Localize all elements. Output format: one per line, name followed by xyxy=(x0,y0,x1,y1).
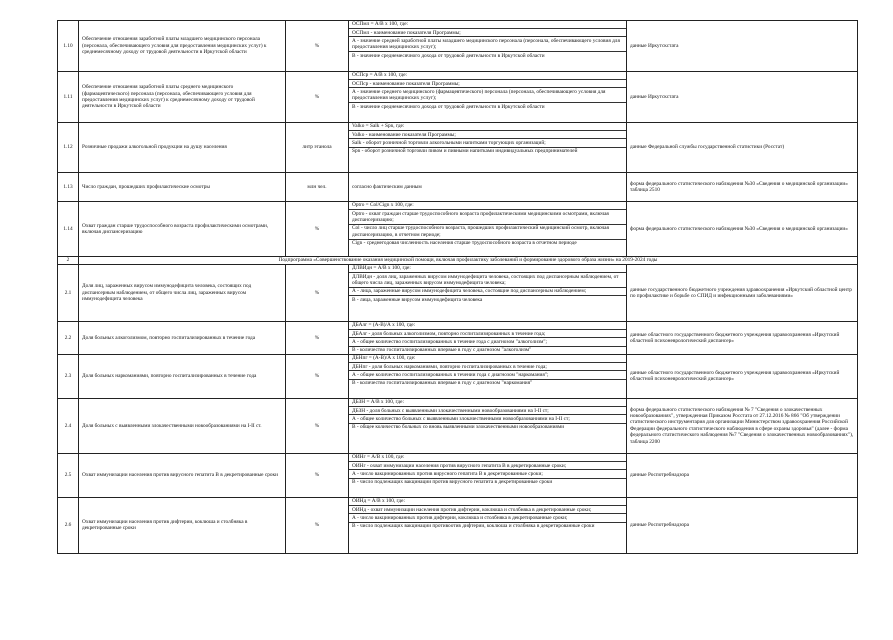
section-title: Подпрограмма «Совершенствование оказания медицинской помощи, включая профилактику заболеваний и формирование здорового образа жизни» на 2019-2024 годы xyxy=(79,257,858,265)
data-source: данные Роспотребнадзора xyxy=(627,453,858,497)
formula-line: ДБЗН - доля больных с выявленными злокачественными новообразованиями на I-II ст; xyxy=(349,407,626,415)
table-row xyxy=(58,173,858,202)
formula-line: ОСПмл - наименование показателя Программы; xyxy=(349,29,626,37)
unit-of-measure: % xyxy=(286,21,349,72)
formula-line: Spn - оборот розничной торговли пивом и пивными напитками индивидуальных предпринимателей xyxy=(352,148,578,155)
formula-line: А - общее количество госпитализированных в течении года с диагнозом "наркомания"; xyxy=(349,371,626,379)
formula-line: ОСПср = А/В х 100, где: xyxy=(349,72,626,80)
formula-line: В - число подлежащих вакцинации противоотив дифтерии, коклюша и столбняка в декретированные сроки xyxy=(352,523,595,530)
row-number: 1.11 xyxy=(58,72,79,123)
calculation-formula xyxy=(349,453,627,497)
calculation-formula xyxy=(349,202,627,257)
calculation-formula xyxy=(349,322,627,355)
data-source: форма федерального статистического наблюдения №30 «Сведения о медицинской организации» xyxy=(627,202,858,257)
section-number: 2 xyxy=(58,257,79,265)
formula-line: ДЛВИдн - доля лиц, зараженных вирусом иммунодефицита человека, состоящих под диспансерным наблюдением, от общего числа лиц, зараженных вирусом иммунодефицита человека; xyxy=(349,273,626,288)
table-row xyxy=(58,497,858,553)
row-number: 1.12 xyxy=(58,123,79,173)
table-row xyxy=(58,453,858,497)
indicator-name: Доля лиц, зараженных вирусом иммунодефицита человека, состоящих под диспансерным наблюдением, от общего числа лиц, зараженных вирусом иммунодефицита человека xyxy=(79,265,286,322)
unit-of-measure: литр этанола xyxy=(286,123,349,173)
formula-line: Optro - охват граждан старше трудоспособного возраста профилактическими медицинскими осмотрами, включая диспансеризацию; xyxy=(349,210,626,225)
formula-line: А - общее количество больных с выявленными злокачественными новообразованиями на I-II ст; xyxy=(349,415,626,423)
formula-line: В - число подлежащих вакцинации против вирусного гепатита в декретированные сроки xyxy=(352,479,553,486)
formula-line: ОИНд = А/В х 100, где: xyxy=(349,498,626,506)
formula-line: ДБЗН = А/В х 100, где: xyxy=(349,399,626,407)
data-source: данные Иркутскстата xyxy=(627,72,858,123)
calculation-formula: согласно фактическим данным xyxy=(349,173,627,202)
formula-line: А - значение среднего медицинского (фармацевтического) персонала (персонала, обеспечивающего условия для предоставления медицинских услуг); xyxy=(349,88,626,103)
formula-line: А - число вакцинированных против вирусного гепатита В в декретированные сроки; xyxy=(349,470,626,478)
indicator-name: Обеспечение отношения заработной платы среднего медицинского (фармацевтического) персонала (персонала, обеспечивающего условия для предоставления медицинских услуг) к среднемесячному доходу от трудовой деятельности в Иркутской области xyxy=(79,72,286,123)
formula-line: А - лица, зараженные вирусом иммунодефицита человека, состоящие под диспансерным наблюдением; xyxy=(349,288,626,296)
formula-line: А - значение средней заработной платы младшего медицинского персонала (персонала, обеспечивающего условия для предоставления медицинских услуг); xyxy=(349,37,626,52)
indicator-name: Охват иммунизации населения против дифтерии, коклюша и столбняка в декретированные сроки xyxy=(79,497,286,553)
formula-line: ОИНд - охват иммунизации населения против дифтерии, коклюша и столбняка в декретированные сроки; xyxy=(349,506,626,514)
row-number: 1.10 xyxy=(58,21,79,72)
row-number: 2.1 xyxy=(58,265,79,322)
unit-of-measure: % xyxy=(286,202,349,257)
formula-line: В - значение среднемесячного дохода от трудовой деятельности в Иркутской области xyxy=(352,103,545,110)
row-number: 1.13 xyxy=(58,173,79,202)
row-number: 2.6 xyxy=(58,497,79,553)
formula-line: ДБНпг - доля больных наркоманиями, повторно госпитализированных в течение года; xyxy=(349,363,626,371)
data-source: данные областного государственного бюджетного учреждения здравоохранения «Иркутский областной психоневрологический диспансер» xyxy=(627,354,858,398)
data-source: данные государственного бюджетного учреждения здравоохранения «Иркутский областной центр по профилактике и борьбе со СПИД и инфекционными заболеваниями» xyxy=(627,265,858,322)
formula-line: Cign - среднегодовая численность населения старше трудоспособного возраста в отчетном периоде xyxy=(352,240,577,246)
formula-line: ОСПмл = А/В х 100, где: xyxy=(349,21,626,29)
data-source: данные Иркутскстата xyxy=(627,21,858,72)
table-row xyxy=(58,21,858,72)
calculation-formula xyxy=(349,265,627,322)
unit-of-measure: % xyxy=(286,497,349,553)
formula-line: В - количество госпитализированных впервые в году с диагнозом "наркомания" xyxy=(352,380,533,387)
formula-line: Valko - наименование показателя Программы; xyxy=(349,131,626,139)
indicator-name: Доля больных алкоголизмом, повторно госпитализированных в течение года xyxy=(79,322,286,355)
indicator-name: Доля больных с выявленными злокачественными новообразованиями на I-II ст. xyxy=(79,398,286,453)
row-number: 2.3 xyxy=(58,354,79,398)
data-source: данные Федеральной службы государственной статистики (Росстат) xyxy=(627,123,858,173)
formula-line: ОИНг - охват иммунизации населения против вирусного гепатита В в декретированные сроки; xyxy=(349,462,626,470)
formula-line: В - лица, зараженные вирусом иммунодефицита человека xyxy=(352,296,483,303)
row-number: 1.14 xyxy=(58,202,79,257)
formula-line: ОСПср - наименование показателя Программы; xyxy=(349,80,626,88)
indicators-table xyxy=(57,20,858,554)
unit-of-measure: млн чел. xyxy=(286,173,349,202)
formula-line: Valko = Salk + Spn, где: xyxy=(349,123,626,131)
formula-line: В - общее количество больных со вновь выявленными злокачественными новообразованиями xyxy=(352,424,565,431)
indicator-name: Доля больных наркоманиями, повторно госпитализированных в течение года xyxy=(79,354,286,398)
data-source: форма федерального статистического наблюдения № 7 "Сведения о злокачественных новообразованиях", утвержденная Приказом Росстата от 27.12.2016 № 866 "Об утверждении статистического инструментария для организации Министерством здравоохранения Российской Федерации федерального статистического наблюдения в сфере охраны здоровья" (далее - форма федерального статистического наблюдения №7 "Сведения о злокачественных новообразованиях"), таблица 2200 xyxy=(627,398,858,453)
formula-line: ДБАлг - доля больных алкоголизмом, повторно госпитализированных в течение года; xyxy=(349,330,626,338)
formula-line: В - количество госпитализированных впервые в году с диагнозом "алкоголизм" xyxy=(352,347,532,354)
unit-of-measure: % xyxy=(286,354,349,398)
calculation-formula xyxy=(349,354,627,398)
formula-line: В - значение среднемесячного дохода от трудовой деятельности в Иркутской области xyxy=(352,52,545,59)
formula-line: А - число вакцинированных против дифтерии, коклюша и столбняка в декретированные сроки; xyxy=(349,514,626,522)
row-number: 2.2 xyxy=(58,322,79,355)
indicator-name: Обеспечение отношения заработной платы младшего медицинского персонала (персонала, обеспечивающего условия для предоставления медицинских услуг) к среднемесячному доходу от трудовой деятельности в Иркутской области xyxy=(79,21,286,72)
table-row xyxy=(58,202,858,257)
calculation-formula xyxy=(349,123,627,173)
indicator-name: Число граждан, прошедших профилактические осмотры xyxy=(79,173,286,202)
indicator-name: Охват иммунизации населения против вирусного гепатита В в декретированные сроки xyxy=(79,453,286,497)
formula-line: ДБНпг = (А-В)/А х 100, где: xyxy=(349,355,626,363)
formula-line: Optro = Col/Cign х 100, где: xyxy=(349,202,626,210)
calculation-formula xyxy=(349,21,627,72)
table-row xyxy=(58,322,858,355)
formula-line: ОИНг = А/В х 100, где: xyxy=(349,454,626,462)
indicator-name: Охват граждан старше трудоспособного возраста профилактическими осмотрами, включая диспансеризацию xyxy=(79,202,286,257)
formula-line: Salk - оборот розничной торговли алкогольными напитками торгующих организаций; xyxy=(349,139,626,147)
document-page xyxy=(57,20,857,554)
data-source: данные областного государственного бюджетного учреждения здравоохранения «Иркутский областной психоневрологический диспансер» xyxy=(627,322,858,355)
unit-of-measure: % xyxy=(286,453,349,497)
formula-line: ДБАлг = (А-В)/А х 100, где: xyxy=(349,322,626,330)
row-number: 2.5 xyxy=(58,453,79,497)
unit-of-measure: % xyxy=(286,265,349,322)
table-row xyxy=(58,72,858,123)
formula-line: А - общее количество госпитализированных в течение года с диагнозом "алкоголизм"; xyxy=(349,338,626,346)
table-row xyxy=(58,398,858,453)
table-row xyxy=(58,354,858,398)
unit-of-measure: % xyxy=(286,398,349,453)
table-row xyxy=(58,123,858,173)
unit-of-measure: % xyxy=(286,322,349,355)
data-source: форма федерального статистического наблюдения №30 «Сведения о медицинской организации» таблица 2510 xyxy=(627,173,858,202)
row-number: 2.4 xyxy=(58,398,79,453)
table-row xyxy=(58,265,858,322)
formula-line: ДЛВИдн = А/В х 100, где: xyxy=(349,265,626,273)
data-source: данные Роспотребнадзора xyxy=(627,497,858,553)
calculation-formula xyxy=(349,72,627,123)
section-row xyxy=(58,257,858,265)
formula-line: Col - число лиц старше трудоспособного возраста, прошедших профилактический медицинский осмотр, включая диспансеризацию, в отчетном периоде; xyxy=(349,225,626,240)
calculation-formula xyxy=(349,398,627,453)
indicator-name: Розничные продажи алкогольной продукции на душу населения xyxy=(79,123,286,173)
unit-of-measure: % xyxy=(286,72,349,123)
calculation-formula xyxy=(349,497,627,553)
